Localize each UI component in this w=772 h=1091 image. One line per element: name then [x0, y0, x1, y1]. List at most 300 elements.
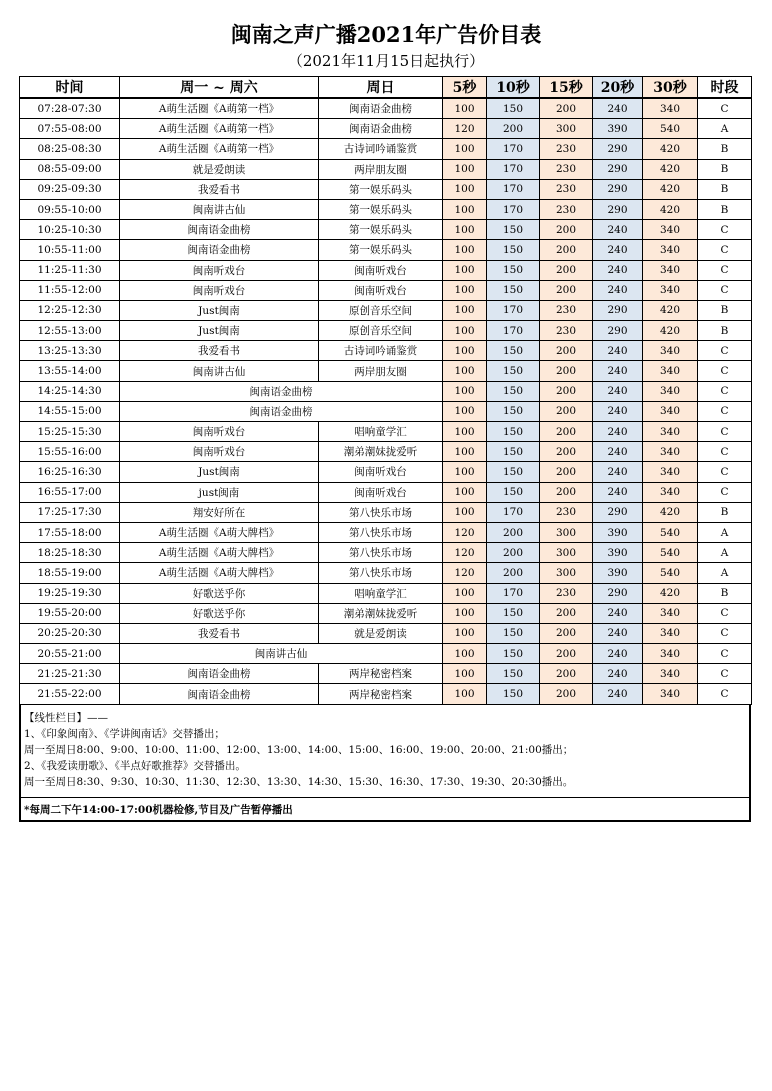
cell-price-20s: 240: [593, 401, 643, 421]
cell-price-20s: 240: [593, 98, 643, 119]
cell-price-10s: 170: [487, 321, 540, 341]
cell-tier: C: [698, 482, 752, 502]
header-5s: 5秒: [443, 77, 487, 99]
cell-price-15s: 300: [540, 563, 593, 583]
cell-price-10s: 170: [487, 159, 540, 179]
cell-price-10s: 170: [487, 583, 540, 603]
cell-tier: C: [698, 442, 752, 462]
cell-weekday-program: Just闽南: [120, 321, 319, 341]
cell-price-15s: 230: [540, 139, 593, 159]
cell-price-10s: 200: [487, 522, 540, 542]
cell-price-15s: 230: [540, 300, 593, 320]
cell-time: 21:25-21:30: [20, 664, 120, 684]
cell-time: 09:55-10:00: [20, 199, 120, 219]
notes-line: 2、《我爱读册歌》、《半点好歌推荐》交替播出。: [24, 760, 246, 772]
table-row: [20, 139, 752, 159]
cell-price-15s: 230: [540, 583, 593, 603]
table-row: [20, 644, 752, 664]
cell-tier: C: [698, 684, 752, 704]
cell-weekday-program: A萌生活圈《A萌大牌档》: [120, 543, 319, 563]
cell-price-5s: 100: [443, 98, 487, 119]
cell-price-5s: 100: [443, 482, 487, 502]
cell-price-5s: 100: [443, 381, 487, 401]
notes-heading: 【线性栏目】——: [24, 712, 108, 724]
cell-price-15s: 200: [540, 422, 593, 442]
table-header-row: [20, 77, 752, 99]
cell-weekday-program: 闽南听戏台: [120, 280, 319, 300]
cell-price-5s: 100: [443, 240, 487, 260]
cell-weekday-program: 就是爱朗读: [120, 159, 319, 179]
cell-tier: A: [698, 563, 752, 583]
table-row: [20, 321, 752, 341]
cell-price-10s: 150: [487, 664, 540, 684]
cell-time: 11:25-11:30: [20, 260, 120, 280]
cell-price-15s: 200: [540, 341, 593, 361]
cell-tier: B: [698, 583, 752, 603]
cell-price-20s: 240: [593, 422, 643, 442]
table-row: [20, 381, 752, 401]
header-weekday: 周一 ~ 周六: [120, 77, 319, 99]
cell-price-30s: 420: [643, 199, 698, 219]
cell-sunday-program: 两岸秘密档案: [319, 664, 443, 684]
cell-price-30s: 420: [643, 179, 698, 199]
cell-price-20s: 290: [593, 199, 643, 219]
cell-price-10s: 150: [487, 401, 540, 421]
cell-time: 13:55-14:00: [20, 361, 120, 381]
cell-price-20s: 240: [593, 341, 643, 361]
cell-price-15s: 300: [540, 119, 593, 139]
cell-price-30s: 340: [643, 280, 698, 300]
cell-price-30s: 340: [643, 482, 698, 502]
cell-weekday-program: just闽南: [120, 482, 319, 502]
cell-sunday-program: 原创音乐空间: [319, 300, 443, 320]
cell-price-20s: 390: [593, 543, 643, 563]
cell-time: 15:55-16:00: [20, 442, 120, 462]
cell-price-15s: 200: [540, 98, 593, 119]
cell-price-10s: 170: [487, 502, 540, 522]
cell-price-30s: 340: [643, 341, 698, 361]
cell-time: 08:25-08:30: [20, 139, 120, 159]
cell-price-5s: 100: [443, 361, 487, 381]
table-row: [20, 482, 752, 502]
cell-weekday-program: 闽南语金曲榜: [120, 664, 319, 684]
table-row: [20, 462, 752, 482]
cell-price-30s: 540: [643, 543, 698, 563]
cell-price-30s: 540: [643, 119, 698, 139]
cell-sunday-program: 古诗词吟诵鉴赏: [319, 139, 443, 159]
cell-price-5s: 100: [443, 664, 487, 684]
cell-time: 07:28-07:30: [20, 98, 120, 119]
cell-price-30s: 340: [643, 260, 698, 280]
cell-sunday-program: 第八快乐市场: [319, 502, 443, 522]
cell-weekday-program: 闽南听戏台: [120, 442, 319, 462]
cell-weekday-program: A萌生活圈《A萌大牌档》: [120, 522, 319, 542]
cell-price-30s: 340: [643, 422, 698, 442]
cell-price-20s: 390: [593, 563, 643, 583]
cell-sunday-program: 第八快乐市场: [319, 522, 443, 542]
cell-sunday-program: 第一娱乐码头: [319, 179, 443, 199]
cell-weekday-program: A萌生活圈《A萌第一档》: [120, 139, 319, 159]
cell-price-10s: 150: [487, 623, 540, 643]
cell-price-5s: 120: [443, 522, 487, 542]
cell-sunday-program: 第一娱乐码头: [319, 220, 443, 240]
cell-time: 09:25-09:30: [20, 179, 120, 199]
cell-price-30s: 340: [643, 664, 698, 684]
cell-tier: C: [698, 422, 752, 442]
cell-price-10s: 150: [487, 644, 540, 664]
cell-price-10s: 170: [487, 300, 540, 320]
cell-sunday-program: 闽南听戏台: [319, 482, 443, 502]
cell-price-5s: 100: [443, 644, 487, 664]
header-30s: 30秒: [643, 77, 698, 99]
cell-price-5s: 100: [443, 341, 487, 361]
cell-price-10s: 200: [487, 119, 540, 139]
cell-price-5s: 100: [443, 280, 487, 300]
table-row: [20, 543, 752, 563]
cell-sunday-program: 闽南听戏台: [319, 462, 443, 482]
cell-weekday-program: 闽南语金曲榜: [120, 684, 319, 704]
cell-price-15s: 200: [540, 462, 593, 482]
cell-weekday-program: 闽南语金曲榜: [120, 240, 319, 260]
table-row: [20, 664, 752, 684]
cell-price-5s: 100: [443, 260, 487, 280]
cell-price-5s: 100: [443, 442, 487, 462]
cell-price-30s: 340: [643, 361, 698, 381]
cell-weekday-program: A萌生活圈《A萌第一档》: [120, 119, 319, 139]
cell-price-30s: 340: [643, 442, 698, 462]
notes-line: 周一至周日8:30、9:30、10:30、11:30、12:30、13:30、14:30、15:30、16:30、17:30、19:30、20:30播出。: [24, 776, 574, 788]
cell-sunday-program: 唱响童学汇: [319, 583, 443, 603]
cell-time: 14:55-15:00: [20, 401, 120, 421]
cell-price-10s: 150: [487, 422, 540, 442]
cell-price-30s: 420: [643, 139, 698, 159]
cell-price-15s: 200: [540, 623, 593, 643]
cell-tier: C: [698, 220, 752, 240]
cell-price-20s: 290: [593, 139, 643, 159]
table-row: [20, 442, 752, 462]
cell-weekday-program: 闽南讲古仙: [120, 199, 319, 219]
cell-time: 18:25-18:30: [20, 543, 120, 563]
cell-price-20s: 290: [593, 179, 643, 199]
table-row: [20, 98, 752, 119]
cell-sunday-program: 第一娱乐码头: [319, 199, 443, 219]
cell-price-20s: 240: [593, 260, 643, 280]
cell-tier: A: [698, 543, 752, 563]
notes-box: [19, 704, 751, 822]
notes-line: 1、《印象闽南》、《学讲闽南话》交替播出；: [24, 728, 225, 740]
cell-weekday-program: 我爱看书: [120, 623, 319, 643]
cell-price-20s: 290: [593, 502, 643, 522]
cell-price-5s: 100: [443, 502, 487, 522]
cell-tier: C: [698, 361, 752, 381]
cell-price-5s: 100: [443, 422, 487, 442]
cell-price-30s: 340: [643, 381, 698, 401]
cell-time: 12:25-12:30: [20, 300, 120, 320]
cell-weekday-program: 闽南讲古仙: [120, 361, 319, 381]
cell-price-30s: 420: [643, 583, 698, 603]
cell-price-20s: 290: [593, 321, 643, 341]
cell-tier: C: [698, 381, 752, 401]
cell-price-30s: 420: [643, 502, 698, 522]
cell-price-30s: 420: [643, 300, 698, 320]
cell-tier: C: [698, 280, 752, 300]
cell-tier: C: [698, 462, 752, 482]
cell-tier: B: [698, 321, 752, 341]
cell-price-5s: 100: [443, 684, 487, 704]
cell-time: 18:55-19:00: [20, 563, 120, 583]
cell-price-20s: 240: [593, 644, 643, 664]
cell-tier: B: [698, 300, 752, 320]
cell-price-10s: 150: [487, 220, 540, 240]
cell-price-10s: 150: [487, 462, 540, 482]
cell-price-5s: 100: [443, 623, 487, 643]
table-row: [20, 603, 752, 623]
cell-weekday-program: 好歌送乎你: [120, 603, 319, 623]
header-time: 时间: [20, 77, 120, 99]
price-table: [19, 76, 752, 705]
cell-price-20s: 290: [593, 300, 643, 320]
table-row: [20, 623, 752, 643]
cell-price-20s: 290: [593, 159, 643, 179]
cell-price-5s: 100: [443, 199, 487, 219]
cell-price-30s: 340: [643, 98, 698, 119]
cell-price-30s: 340: [643, 240, 698, 260]
cell-price-5s: 100: [443, 603, 487, 623]
cell-sunday-program: 两岸朋友圈: [319, 159, 443, 179]
cell-weekday-program: 闽南听戏台: [120, 260, 319, 280]
cell-price-30s: 540: [643, 522, 698, 542]
cell-price-10s: 150: [487, 381, 540, 401]
cell-price-5s: 100: [443, 300, 487, 320]
cell-price-10s: 150: [487, 341, 540, 361]
cell-price-20s: 240: [593, 462, 643, 482]
cell-time: 07:55-08:00: [20, 119, 120, 139]
cell-price-5s: 100: [443, 139, 487, 159]
cell-time: 15:25-15:30: [20, 422, 120, 442]
table-row: [20, 300, 752, 320]
cell-tier: C: [698, 240, 752, 260]
cell-price-20s: 240: [593, 381, 643, 401]
cell-price-5s: 100: [443, 179, 487, 199]
cell-price-15s: 300: [540, 543, 593, 563]
cell-price-30s: 340: [643, 644, 698, 664]
cell-weekday-program: 闽南听戏台: [120, 422, 319, 442]
cell-price-15s: 200: [540, 482, 593, 502]
cell-price-10s: 170: [487, 179, 540, 199]
cell-price-15s: 300: [540, 522, 593, 542]
cell-tier: C: [698, 603, 752, 623]
cell-tier: B: [698, 199, 752, 219]
cell-weekday-program: A萌生活圈《A萌第一档》: [120, 98, 319, 119]
cell-price-30s: 420: [643, 321, 698, 341]
cell-price-10s: 170: [487, 139, 540, 159]
cell-weekday-program: 我爱看书: [120, 341, 319, 361]
cell-sunday-program: 古诗词吟诵鉴赏: [319, 341, 443, 361]
table-row: [20, 199, 752, 219]
cell-time: 13:25-13:30: [20, 341, 120, 361]
cell-price-5s: 100: [443, 321, 487, 341]
cell-weekday-program: A萌生活圈《A萌大牌档》: [120, 563, 319, 583]
cell-tier: C: [698, 98, 752, 119]
cell-price-20s: 390: [593, 522, 643, 542]
cell-price-10s: 150: [487, 98, 540, 119]
cell-weekday-program: 闽南语金曲榜: [120, 401, 443, 421]
table-row: [20, 684, 752, 704]
cell-weekday-program: 闽南讲古仙: [120, 644, 443, 664]
cell-tier: B: [698, 179, 752, 199]
cell-time: 08:55-09:00: [20, 159, 120, 179]
table-row: [20, 583, 752, 603]
cell-price-30s: 420: [643, 159, 698, 179]
cell-tier: C: [698, 664, 752, 684]
cell-price-20s: 240: [593, 684, 643, 704]
header-10s: 10秒: [487, 77, 540, 99]
cell-weekday-program: 闽南语金曲榜: [120, 381, 443, 401]
cell-tier: B: [698, 159, 752, 179]
cell-price-10s: 150: [487, 240, 540, 260]
cell-time: 10:55-11:00: [20, 240, 120, 260]
cell-price-20s: 240: [593, 280, 643, 300]
cell-price-30s: 340: [643, 220, 698, 240]
table-row: [20, 422, 752, 442]
cell-sunday-program: 闽南语金曲榜: [319, 98, 443, 119]
cell-price-30s: 340: [643, 401, 698, 421]
cell-price-10s: 150: [487, 482, 540, 502]
cell-price-10s: 150: [487, 603, 540, 623]
cell-weekday-program: Just闽南: [120, 462, 319, 482]
cell-time: 19:55-20:00: [20, 603, 120, 623]
table-body: [20, 98, 752, 704]
cell-time: 10:25-10:30: [20, 220, 120, 240]
table-row: [20, 522, 752, 542]
cell-tier: A: [698, 119, 752, 139]
cell-price-5s: 120: [443, 543, 487, 563]
cell-time: 20:55-21:00: [20, 644, 120, 664]
cell-time: 16:55-17:00: [20, 482, 120, 502]
cell-price-10s: 150: [487, 280, 540, 300]
cell-price-20s: 240: [593, 482, 643, 502]
cell-sunday-program: 第一娱乐码头: [319, 240, 443, 260]
cell-sunday-program: 闽南语金曲榜: [319, 119, 443, 139]
cell-price-5s: 120: [443, 563, 487, 583]
cell-tier: C: [698, 341, 752, 361]
cell-price-30s: 340: [643, 603, 698, 623]
cell-price-15s: 200: [540, 664, 593, 684]
cell-price-15s: 200: [540, 220, 593, 240]
cell-price-20s: 240: [593, 442, 643, 462]
cell-time: 19:25-19:30: [20, 583, 120, 603]
cell-price-15s: 230: [540, 502, 593, 522]
cell-sunday-program: 两岸秘密档案: [319, 684, 443, 704]
cell-price-5s: 100: [443, 401, 487, 421]
cell-tier: C: [698, 623, 752, 643]
cell-weekday-program: 翔安好所在: [120, 502, 319, 522]
cell-sunday-program: 闽南听戏台: [319, 280, 443, 300]
cell-sunday-program: 潮弟潮妹拢爱听: [319, 603, 443, 623]
cell-sunday-program: 潮弟潮妹拢爱听: [319, 442, 443, 462]
cell-price-30s: 340: [643, 462, 698, 482]
cell-price-5s: 100: [443, 220, 487, 240]
cell-price-5s: 100: [443, 583, 487, 603]
cell-tier: C: [698, 644, 752, 664]
table-row: [20, 280, 752, 300]
cell-tier: B: [698, 139, 752, 159]
cell-price-15s: 200: [540, 280, 593, 300]
cell-price-15s: 200: [540, 684, 593, 704]
cell-time: 17:25-17:30: [20, 502, 120, 522]
cell-time: 17:55-18:00: [20, 522, 120, 542]
cell-price-20s: 290: [593, 583, 643, 603]
cell-price-30s: 340: [643, 684, 698, 704]
cell-price-5s: 100: [443, 159, 487, 179]
cell-price-20s: 240: [593, 664, 643, 684]
table-row: [20, 502, 752, 522]
cell-sunday-program: 就是爱朗读: [319, 623, 443, 643]
cell-price-20s: 240: [593, 603, 643, 623]
cell-price-10s: 200: [487, 563, 540, 583]
cell-tier: B: [698, 502, 752, 522]
cell-price-15s: 200: [540, 361, 593, 381]
cell-weekday-program: 好歌送乎你: [120, 583, 319, 603]
table-row: [20, 119, 752, 139]
cell-price-10s: 150: [487, 361, 540, 381]
document-title: 闽南之声广播2021年广告价目表: [230, 22, 542, 47]
cell-price-10s: 150: [487, 442, 540, 462]
table-row: [20, 361, 752, 381]
cell-tier: A: [698, 522, 752, 542]
cell-price-15s: 200: [540, 401, 593, 421]
cell-price-30s: 340: [643, 623, 698, 643]
document-subtitle: （2021年11月15日起执行）: [287, 52, 485, 70]
cell-sunday-program: 第八快乐市场: [319, 543, 443, 563]
header-tier: 时段: [698, 77, 752, 99]
table-row: [20, 159, 752, 179]
cell-price-15s: 200: [540, 260, 593, 280]
cell-time: 11:55-12:00: [20, 280, 120, 300]
cell-price-15s: 230: [540, 179, 593, 199]
cell-weekday-program: 闽南语金曲榜: [120, 220, 319, 240]
table-row: [20, 401, 752, 421]
cell-price-15s: 230: [540, 199, 593, 219]
cell-price-15s: 200: [540, 240, 593, 260]
cell-price-20s: 240: [593, 623, 643, 643]
cell-sunday-program: 第八快乐市场: [319, 563, 443, 583]
cell-sunday-program: 闽南听戏台: [319, 260, 443, 280]
notes-divider: [21, 797, 749, 798]
cell-price-20s: 240: [593, 361, 643, 381]
table-row: [20, 260, 752, 280]
cell-price-10s: 200: [487, 543, 540, 563]
cell-time: 14:25-14:30: [20, 381, 120, 401]
cell-time: 16:25-16:30: [20, 462, 120, 482]
cell-price-5s: 120: [443, 119, 487, 139]
cell-price-10s: 150: [487, 260, 540, 280]
table-row: [20, 563, 752, 583]
cell-sunday-program: 唱响童学汇: [319, 422, 443, 442]
table-row: [20, 240, 752, 260]
cell-price-15s: 230: [540, 321, 593, 341]
cell-weekday-program: 我爱看书: [120, 179, 319, 199]
cell-tier: C: [698, 401, 752, 421]
cell-sunday-program: 原创音乐空间: [319, 321, 443, 341]
table-row: [20, 341, 752, 361]
notes-line: 周一至周日8:00、9:00、10:00、11:00、12:00、13:00、14:00、15:00、16:00、19:00、20:00、21:00播出；: [24, 744, 574, 756]
cell-price-10s: 170: [487, 199, 540, 219]
cell-price-15s: 200: [540, 381, 593, 401]
cell-time: 12:55-13:00: [20, 321, 120, 341]
cell-price-15s: 200: [540, 644, 593, 664]
cell-price-30s: 540: [643, 563, 698, 583]
